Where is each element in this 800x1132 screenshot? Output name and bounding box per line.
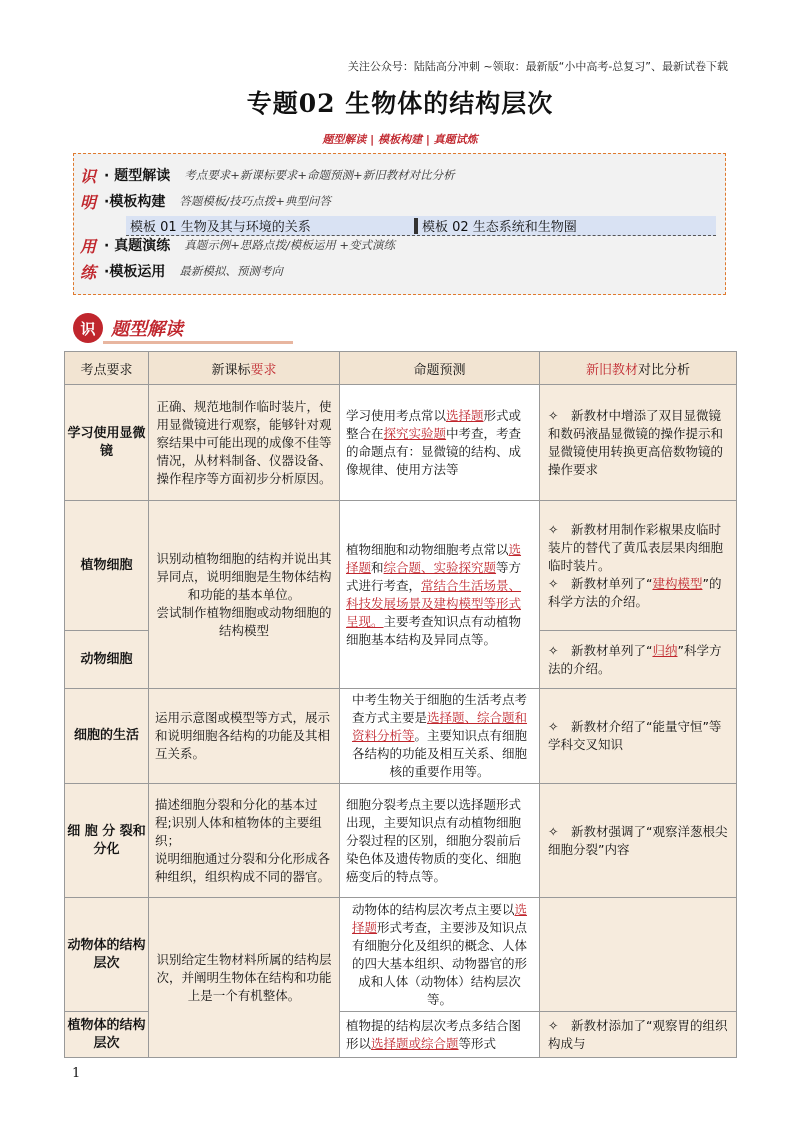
guide-char: 识: [80, 166, 97, 186]
table-row: [65, 898, 737, 1012]
guide-row-2: [80, 190, 331, 212]
topic-cell: 动物细胞: [65, 631, 149, 689]
header-cell: 新旧教材对比分析: [540, 352, 737, 385]
comparison-cell: ✧ 新教材中增添了双目显微镜和数码液晶显微镜的操作提示和显微镜使用转换更高倍数物镜的操作要求: [540, 385, 737, 501]
template-1[interactable]: 模板 01 生物及其与环境的关系: [130, 220, 311, 235]
template-bar: [126, 216, 716, 236]
prediction-cell: 动物体的结构层次考点主要以选择题形式考查，主要涉及知识点有细胞分化及组织的概念、人体的四大基本组织、动物器官的形成和人体（动物体）结构层次等。: [340, 898, 540, 1012]
guide-char: 练: [80, 262, 97, 282]
table-header-row: [65, 352, 737, 385]
prediction-cell: 中考生物关于细胞的生活考点考查方式主要是选择题、综合题和资料分析等。主要知识点有细胞各结构的功能及相互关系、细胞核的重要作用等。: [340, 689, 540, 784]
study-guide-box: [73, 153, 726, 295]
topic-cell: 植物体的结构层次: [65, 1012, 149, 1058]
page-title: 专题02 生物体的结构层次: [246, 89, 554, 118]
standard-cell: 识别给定生物材料所属的结构层次，并阐明生物体在结构和功能上是一个有机整体。: [149, 898, 340, 1058]
guide-desc: 真题示例+思路点拨/模板运用 +变式演练: [184, 238, 396, 252]
table-row: [65, 784, 737, 898]
prediction-cell: 植物提的结构层次考点多结合图形以选择题或综合题等形式: [340, 1012, 540, 1058]
header-note: 关注公众号：陆陆高分冲刺 ~领取：最新版“小中高考-总复习”、最新试卷下载: [347, 60, 728, 73]
header-cell: 命题预测: [340, 352, 540, 385]
table-row: [65, 689, 737, 784]
prediction-cell: 植物细胞和动物细胞考点常以选择题和综合题、实验探究题等方式进行考查，常结合生活场景、科技发展场景及建构模型等形式呈现。主要考查知识点有动植物细胞基本结构及异同点等。: [340, 501, 540, 689]
guide-char: 用: [80, 236, 97, 256]
topic-cell: 细胞的生活: [65, 689, 149, 784]
template-2[interactable]: 模板 02 生态系统和生物圈: [422, 220, 577, 235]
standard-cell: 运用示意图或模型等方式，展示和说明细胞各结构的功能及其相互关系。: [149, 689, 340, 784]
guide-char: 明: [80, 192, 97, 212]
guide-label: · 题型解读: [104, 168, 171, 184]
page-subtitle: 题型解读 | 模板构建 | 真题试炼: [322, 133, 478, 146]
table-row: [65, 385, 737, 501]
comparison-cell: ✧ 新教材用制作彩椒果皮临时装片的替代了黄瓜表层果肉细胞临时装片。 ✧ 新教材单列了“建构模型”的科学方法的介绍。: [540, 501, 737, 631]
header-cell: 考点要求: [65, 352, 149, 385]
guide-label: · 真题演练: [104, 238, 171, 254]
header-cell: 新课标要求: [149, 352, 340, 385]
comparison-cell: [540, 898, 737, 1012]
analysis-table: [64, 351, 737, 1058]
page-number: 1: [72, 1066, 81, 1081]
prediction-cell: 细胞分裂考点主要以选择题形式出现，主要知识点有动植物细胞分裂过程的区别，细胞分裂前后染色体及遗传物质的变化、细胞癌变后的特点等。: [340, 784, 540, 898]
guide-row-3: [80, 234, 395, 256]
standard-cell: 描述细胞分裂和分化的基本过程;识别人体和植物体的主要组织； 说明细胞通过分裂和分化形成各种组织，组织构成不同的器官。: [149, 784, 340, 898]
prediction-cell: 学习使用考点常以选择题形式或整合在探究实验题中考查，考查的命题点有：显微镜的结构、成像规律、使用方法等: [340, 385, 540, 501]
section-badge: [73, 312, 223, 344]
standard-cell: 识别动植物细胞的结构并说出其异同点，说明细胞是生物体结构和功能的基本单位。 尝试制作植物细胞或动物细胞的结构模型: [149, 501, 340, 689]
comparison-cell: ✧ 新教材强调了“观察洋葱根尖细胞分裂”内容: [540, 784, 737, 898]
comparison-cell: ✧ 新教材添加了“观察胃的组织构成与: [540, 1012, 737, 1058]
guide-label: ·模板构建: [104, 194, 166, 210]
comparison-cell: ✧ 新教材单列了“归纳”科学方法的介绍。: [540, 631, 737, 689]
badge-underline: [103, 341, 293, 344]
topic-cell: 细 胞 分 裂和分化: [65, 784, 149, 898]
standard-cell: 正确、规范地制作临时装片，使用显微镜进行观察，能够针对观察结果中可能出现的成像不佳等情况，从材料制备、仪器设备、操作程序等方面初步分析原因。: [149, 385, 340, 501]
section-heading: 题型解读: [111, 319, 183, 340]
topic-cell: 动物体的结构层次: [65, 898, 149, 1012]
guide-desc: 最新模拟、预测考向: [179, 264, 283, 278]
topic-cell: 植物细胞: [65, 501, 149, 631]
comparison-cell: ✧ 新教材介绍了“能量守恒”等学科交叉知识: [540, 689, 737, 784]
badge-icon: 识: [73, 313, 103, 343]
topic-cell: 学习使用显微镜: [65, 385, 149, 501]
guide-desc: 答题模板/技巧点拨+典型问答: [179, 194, 331, 208]
guide-label: ·模板运用: [104, 264, 166, 280]
guide-row-1: [80, 164, 455, 186]
guide-row-4: [80, 260, 283, 282]
guide-desc: 考点要求+新课标要求+命题预测+新旧教材对比分析: [184, 168, 455, 182]
table-row: [65, 501, 737, 631]
